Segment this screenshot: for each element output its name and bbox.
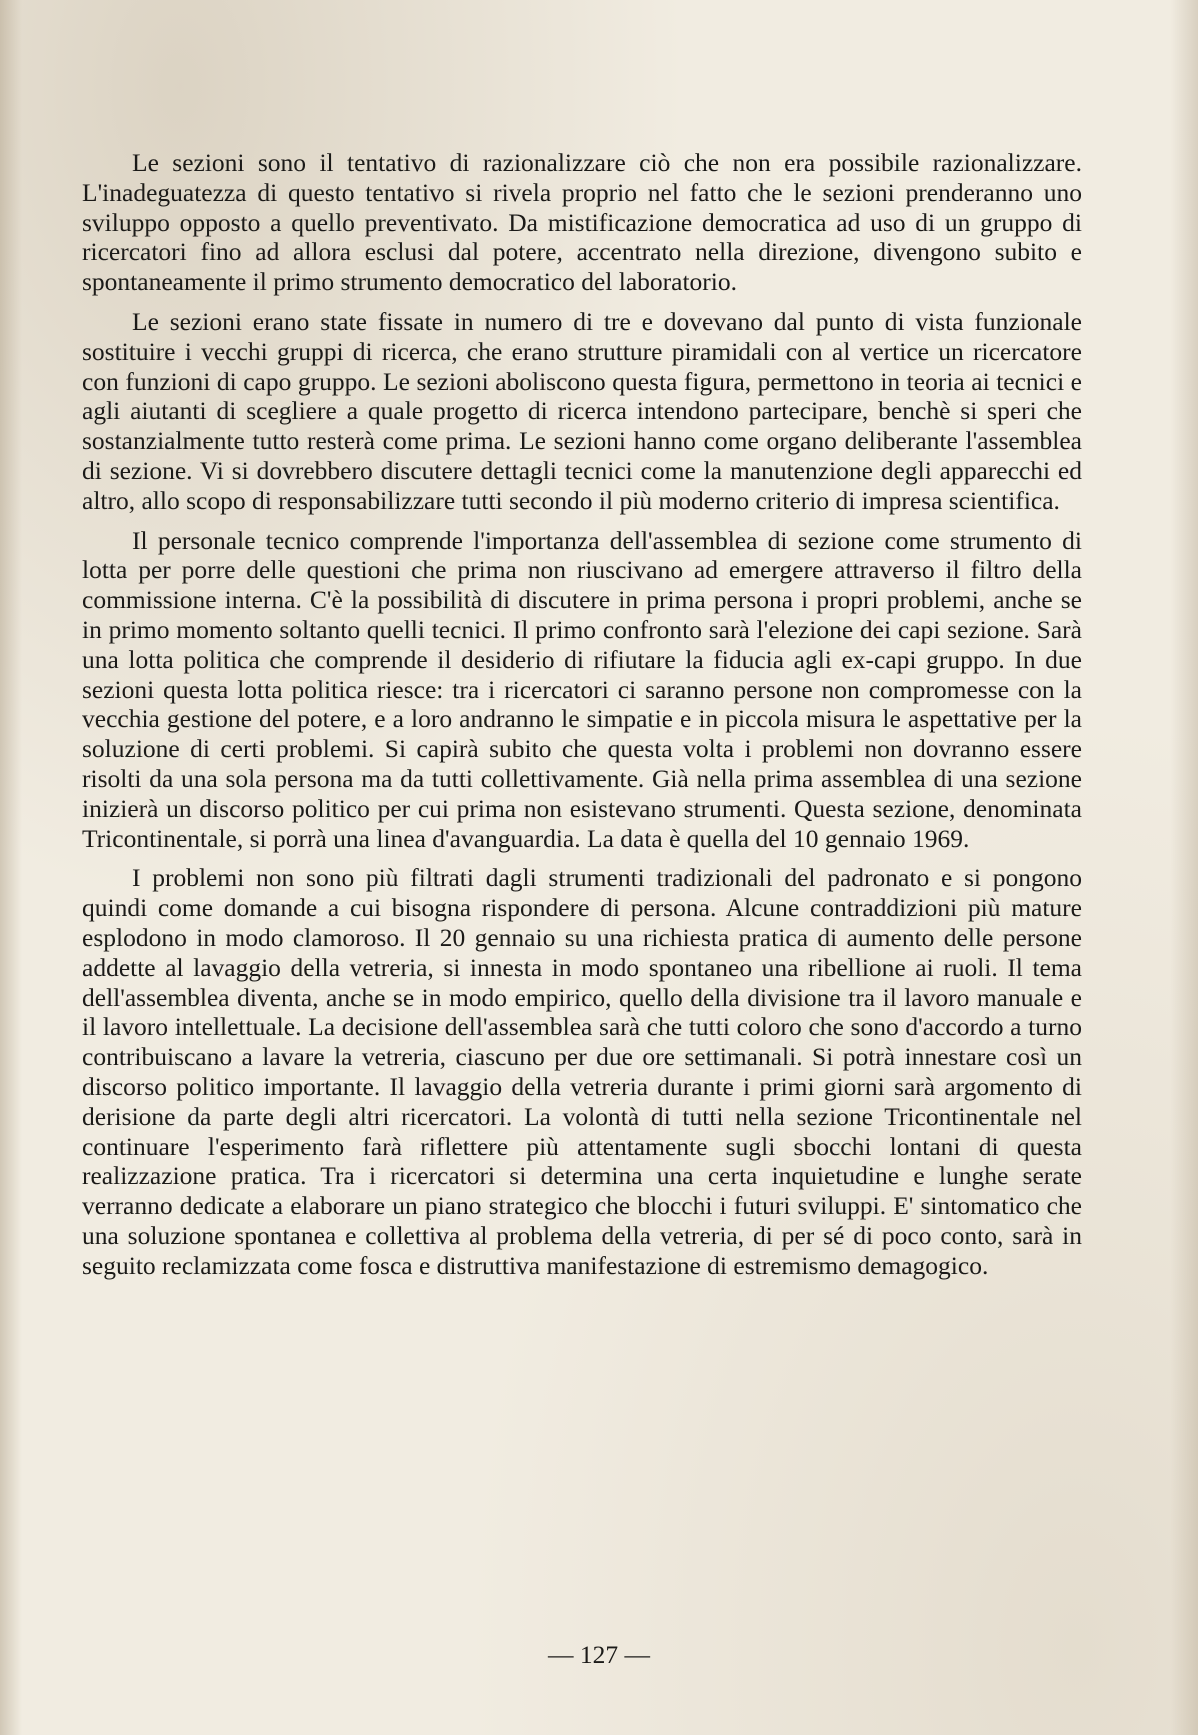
paragraph-4: I problemi non sono più filtrati dagli strumenti tradizionali del padronato e si pongono quindi come domande a cui bisogna rispondere di persona. Alcune contraddizioni più mature esplodono in modo clamoroso. Il 20 gennaio su una richiesta pratica di aumento delle persone addette al lavaggio della vetreria, si innesta in modo spontaneo una ribellione ai ruoli. Il tema dell'assemblea diventa, anche se in modo empirico, quello della divisione tra il lavoro manuale e il lavoro intellettuale. La decisione dell'assemblea sarà che tutti coloro che sono d'accordo a turno contribuiscano a lavare la vetreria, ciascuno per due ore settimanali. Si potrà innestare così un discorso politico importante. Il lavaggio della vetreria durante i primi giorni sarà argomento di derisione da parte degli altri ricercatori. La volontà di tutti nella sezione Tricontinentale nel continuare l'esperimento farà riflettere più attentamente sugli sbocchi lontani di questa realizzazione pratica. Tra i ricercatori si determina una certa inquietudine e lunghe serate verranno dedicate a elaborare un piano strategico che blocchi i futuri sviluppi. E' sintomatico che una soluzione spontanea e collettiva al problema della vetreria, di per sé di poco conto, sarà in seguito reclamizzata come fosca e distruttiva manifestazione di estremismo demagogico. bbox=[82, 863, 1082, 1280]
paragraph-2: Le sezioni erano state fissate in numero di tre e dovevano dal punto di vista funzionale sostituire i vecchi gruppi di ricerca, che erano strutture piramidali con al vertice un ricercatore con funzioni di capo gruppo. Le sezioni aboliscono questa figura, permettono in teoria ai tecnici e agli aiutanti di scegliere a quale progetto di ricerca intendono partecipare, benchè si speri che sostanzialmente tutto resterà come prima. Le sezioni hanno come organo deliberante l'assemblea di sezione. Vi si dovrebbero discutere dettagli tecnici come la manutenzione degli apparecchi ed altro, allo scopo di responsabilizzare tutti secondo il più moderno criterio di impresa scientifica. bbox=[82, 306, 1082, 515]
paragraph-1: Le sezioni sono il tentativo di razionalizzare ciò che non era possibile razionalizzare. L'inadeguatezza di questo tentativo si rivela proprio nel fatto che le sezioni prenderanno uno sviluppo opposto a quello preventivato. Da mistificazione democratica ad uso di un gruppo di ricercatori fino ad allora esclusi dal potere, accentrato nella direzione, divengono subito e spontaneamente il primo strumento democratico del laboratorio. bbox=[82, 148, 1082, 297]
body-text bbox=[82, 148, 1082, 1290]
paragraph-3: Il personale tecnico comprende l'importanza dell'assemblea di sezione come strumento di lotta per porre delle questioni che prima non riuscivano ad emergere attraverso il filtro della commissione interna. C'è la possibilità di discutere in prima persona i propri problemi, anche se in primo momento soltanto quelli tecnici. Il primo confronto sarà l'elezione dei capi sezione. Sarà una lotta politica che comprende il desiderio di rifiutare la fiducia agli ex-capi gruppo. In due sezioni questa lotta politica riesce: tra i ricercatori ci saranno persone non compromesse con la vecchia gestione del potere, e a loro andranno le simpatie e in piccola misura le aspettative per la soluzione di certi problemi. Si capirà subito che questa volta i problemi non dovranno essere risolti da una sola persona ma da tutti collettivamente. Già nella prima assemblea di una sezione inizierà un discorso politico per cui prima non esistevano strumenti. Questa sezione, denominata Tricontinentale, si porrà una linea d'avanguardia. La data è quella del 10 gennaio 1969. bbox=[82, 525, 1082, 853]
page-number: — 127 — bbox=[548, 1640, 650, 1669]
